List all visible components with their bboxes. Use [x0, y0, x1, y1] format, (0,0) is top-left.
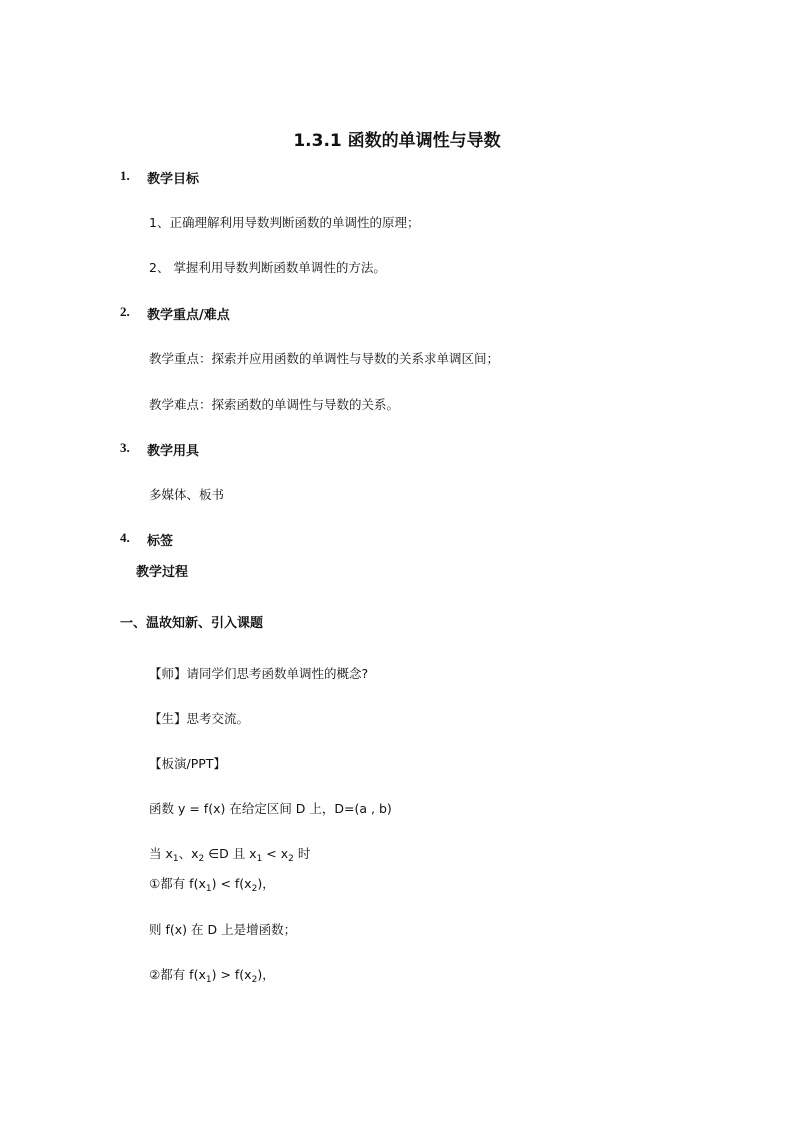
section-number-3: 3. — [120, 440, 130, 455]
section-number-1: 1. — [120, 168, 130, 183]
section-number-4: 4. — [120, 530, 130, 545]
objective-item-1: 1、正确理解利用导数判断函数的单调性的原理； — [149, 215, 420, 230]
subscript: 2 — [198, 854, 205, 864]
condition-prefix: 当 x — [149, 846, 173, 861]
case-one-line — [149, 874, 275, 894]
section-heading-tools: 教学用具 — [147, 444, 200, 459]
subscript: 2 — [251, 884, 258, 894]
objective-item-2: 2、 掌握利用导数判断函数单调性的方法。 — [149, 260, 386, 275]
condition-part: ∈D 且 x — [204, 846, 257, 861]
tools-item: 多媒体、板书 — [149, 487, 225, 502]
condition-part: 、x — [178, 846, 199, 861]
subscript: 1 — [205, 975, 212, 985]
case-two-line — [149, 965, 275, 985]
condition-line — [149, 844, 310, 864]
page-title: 1.3.1 函数的单调性与导数 — [293, 131, 501, 151]
part-one-heading: 一、温故知新、引入课题 — [120, 616, 264, 631]
conclusion-one-line: 则 f(x) 在 D 上是增函数； — [149, 922, 297, 937]
condition-part: < x — [262, 846, 289, 861]
section-heading-objectives: 教学目标 — [147, 172, 200, 187]
key-point-item: 教学重点：探索并应用函数的单调性与导数的关系求单调区间； — [149, 351, 500, 366]
subscript: 1 — [256, 854, 263, 864]
definition-line: 函数 y = f(x) 在给定区间 D 上，D=(a , b) — [149, 801, 392, 816]
condition-suffix: 时 — [293, 846, 311, 861]
case-one-prefix: ①都有 f(x — [149, 876, 206, 891]
difficulty-item: 教学难点：探索函数的单调性与导数的关系。 — [149, 397, 400, 412]
student-line: 【生】思考交流。 — [149, 711, 250, 726]
case-one-part: ) < f(x — [211, 876, 252, 891]
case-two-prefix: ②都有 f(x — [149, 967, 206, 982]
process-heading: 教学过程 — [136, 565, 189, 580]
subscript: 2 — [288, 854, 294, 864]
case-two-suffix: )， — [257, 967, 275, 982]
board-line: 【板演/PPT】 — [149, 756, 226, 771]
section-heading-key-points: 教学重点/难点 — [147, 308, 230, 323]
subscript: 1 — [172, 854, 179, 864]
subscript: 1 — [205, 884, 212, 894]
case-one-suffix: )， — [257, 876, 275, 891]
section-number-2: 2. — [120, 304, 130, 319]
teacher-line: 【师】请同学们思考函数单调性的概念? — [149, 666, 369, 681]
section-heading-tags: 标签 — [147, 534, 174, 549]
subscript: 2 — [251, 975, 258, 985]
case-two-part: ) > f(x — [211, 967, 252, 982]
